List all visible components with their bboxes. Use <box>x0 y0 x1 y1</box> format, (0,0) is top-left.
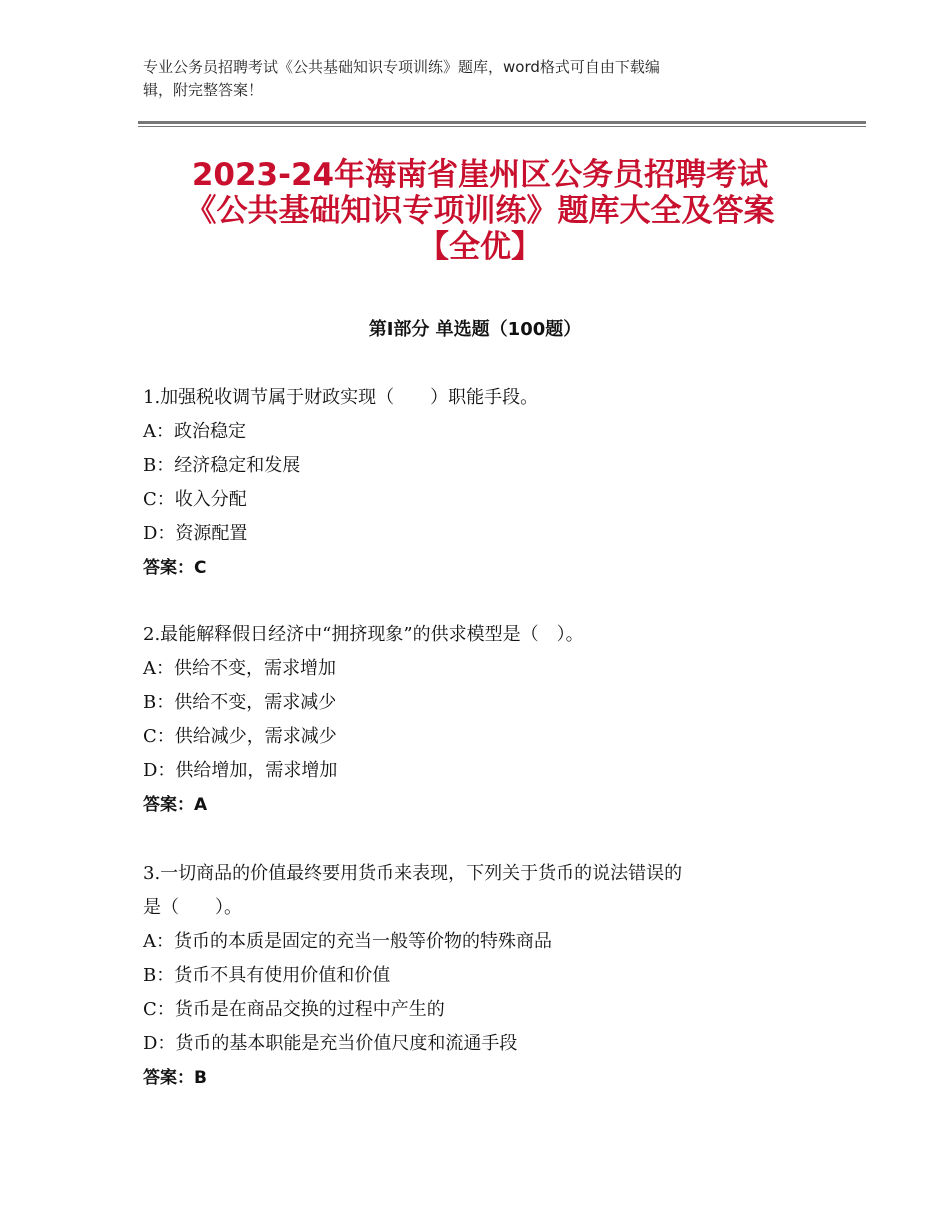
section-title: 第Ⅰ部分 单选题（100题） <box>368 319 582 340</box>
option-d: D：货币的基本职能是充当价值尺度和流通手段 <box>143 1033 518 1054</box>
option-c: C：货币是在商品交换的过程中产生的 <box>143 999 445 1020</box>
header-divider-thick <box>138 121 866 124</box>
option-d: D：资源配置 <box>143 523 248 544</box>
header-divider-thin <box>138 126 866 127</box>
option-b: B：供给不变，需求减少 <box>143 692 337 713</box>
question-block <box>143 857 813 1095</box>
document-title <box>120 157 840 265</box>
title-line: 【全优】 <box>418 229 542 265</box>
question-stem: 2.最能解释假日经济中“拥挤现象”的供求模型是（ ）。 <box>143 624 584 645</box>
title-line: 2023-24年海南省崖州区公务员招聘考试 <box>191 157 769 193</box>
answer-line: 答案：A <box>143 795 208 815</box>
question-block <box>143 618 813 822</box>
question-stem-continued: 是（ ）。 <box>143 897 242 918</box>
header-note <box>143 56 803 102</box>
header-note-line: 辑，附完整答案！ <box>143 81 264 99</box>
option-c: C：供给减少，需求减少 <box>143 726 337 747</box>
answer-line: 答案：B <box>143 1068 207 1088</box>
option-b: B：经济稳定和发展 <box>143 455 301 476</box>
answer-line: 答案：C <box>143 558 207 578</box>
option-c: C：收入分配 <box>143 489 247 510</box>
question-stem: 1.加强税收调节属于财政实现（ ）职能手段。 <box>143 387 539 408</box>
option-b: B：货币不具有使用价值和价值 <box>143 965 391 986</box>
question-block <box>143 381 813 585</box>
question-stem: 3.一切商品的价值最终要用货币来表现，下列关于货币的说法错误的 <box>143 863 683 884</box>
option-a: A：政治稳定 <box>143 421 246 442</box>
option-a: A：货币的本质是固定的充当一般等价物的特殊商品 <box>143 931 552 952</box>
title-line: 《公共基础知识专项训练》题库大全及答案 <box>185 193 775 229</box>
option-d: D：供给增加，需求增加 <box>143 760 338 781</box>
header-note-line: 专业公务员招聘考试《公共基础知识专项训练》题库，word格式可自由下载编 <box>143 58 660 76</box>
option-a: A：供给不变，需求增加 <box>143 658 336 679</box>
